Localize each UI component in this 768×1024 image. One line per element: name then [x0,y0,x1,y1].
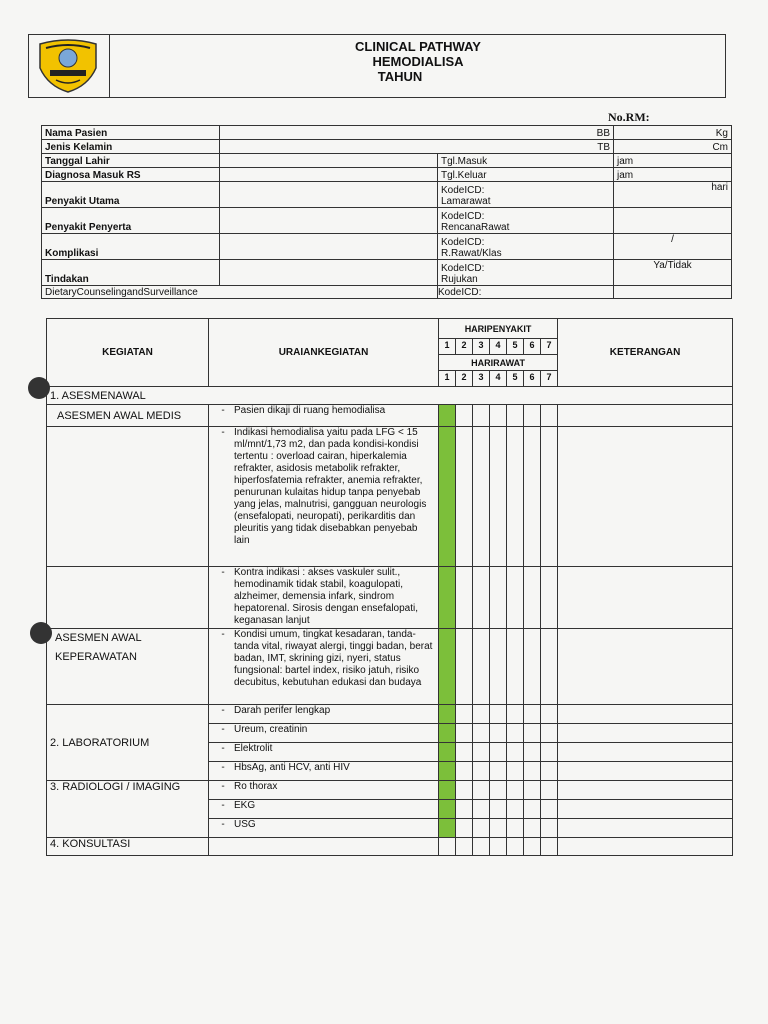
day-6: 6 [524,339,541,355]
table-row: 3. RADIOLOGI / IMAGING - Ro thorax [47,781,733,800]
item-dikaji: Pasien dikaji di ruang hemodialisa [234,405,386,416]
section-radiologi: 3. RADIOLOGI / IMAGING [47,781,209,838]
item-thorax: Ro thorax [234,781,278,792]
item-hbsag: HbsAg, anti HCV, anti HIV [234,762,350,773]
ya-tidak-label: Ya/Tidak [614,260,732,286]
jam-label-2: jam [614,168,732,182]
label-komplikasi: Komplikasi [42,234,220,260]
item-ekg: EKG [234,800,256,811]
day-2: 2 [456,339,473,355]
table-row: - HbsAg, anti HCV, anti HIV [47,762,733,781]
label-jenis-kelamin: Jenis Kelamin [42,140,220,154]
pathway-table [46,318,733,856]
section-asesmen-awal: 1. ASESMENAWAL [47,387,733,405]
tgl-masuk-label: Tgl.Masuk [438,154,614,168]
hospital-emblem-logo [28,34,108,96]
item-usg: USG [234,819,256,830]
rawat-day-6: 6 [524,371,541,387]
label-diagnosa: Diagnosa Masuk RS [42,168,220,182]
item-darah: Darah perifer lengkap [234,705,331,716]
day-4: 4 [490,339,507,355]
title-line-3: TAHUN [377,69,423,84]
kode-icd-2: KodeICD: [441,211,485,222]
bb-label: BB [220,126,614,140]
table-row: ASESMEN AWAL MEDIS - Pasien dikaji di ruang hemodialisa [47,405,733,427]
label-penyakit-penyerta: Penyakit Penyerta [42,208,220,234]
asesmen-keperawatan-label: ASESMEN AWAL KEPERAWATAN [47,629,209,705]
item-kontra: Kontra indikasi : akses vaskuler sulit., hemodinamik tidak stabil, koagulopati, alzheimer, demensia infark, sindrom hepatorenal. Sirosis dengan ensefalopati, keganasan lanjut [234,567,419,626]
item-indikasi: Indikasi hemodialisa yaitu pada LFG < 15 ml/mnt/1,73 m2, dan pada kondisi-kondisi tertentu : overload cairan, hiperkalemia refrakter, asidosis metabolik refrakter, hiperfosfatemia refrakter, anemia refrakter, penurunan kulaitas hidup tanpa penyebab yang jelas, malnutrisi, gangguan neurologis (ensefalopati, neuropati), perikarditis dan pleuritis yang tidak disebabkan penyebab lain [234,427,427,546]
day-7: 7 [541,339,558,355]
table-row: - Kontra indikasi : akses vaskuler sulit., hemodinamik tidak stabil, koagulopati, alzheimer, demensia infark, sindrom hepatorenal. Sirosis dengan ensefalopati, keganasan lanjut [47,567,733,629]
col-hari-penyakit: HARIPENYAKIT [439,319,558,339]
col-keterangan: KETERANGAN [558,319,733,387]
item-kondisi: Kondisi umum, tingkat kesadaran, tanda-tanda vital, riwayat alergi, tinggi badan, berat badan, IMT, skrining gizi, nyeri, status fungsional: bartel index, risiko jatuh, risiko decubitus, kebutuhan edukasi dan budaya [234,629,433,688]
item-elektrolit: Elektrolit [234,743,273,754]
rawat-day-3: 3 [473,371,490,387]
slash-label: / [614,234,732,260]
kode-icd-3: KodeICD: [441,237,485,248]
col-uraian: URAIANKEGIATAN [209,319,439,387]
label-nama-pasien: Nama Pasien [42,126,220,140]
table-row: - Elektrolit [47,743,733,762]
jam-label-1: jam [614,154,732,168]
table-row: - Indikasi hemodialisa yaitu pada LFG < 15 ml/mnt/1,73 m2, dan pada kondisi-kondisi tertentu : overload cairan, hiperkalemia refrakter, asidosis metabolik refrakter, hiperfosfatemia refrakter, anemia refrakter, penurunan kulaitas hidup tanpa penyebab yang jelas, malnutrisi, gangguan neurologis (ensefalopati, neuropati), perikarditis dan pleuritis yang tidak disebabkan penyebab lain [47,427,733,567]
hari-label: hari [614,182,732,208]
rawat-day-7: 7 [541,371,558,387]
table-row [47,838,733,856]
label-tindakan: Tindakan [42,260,220,286]
table-row: - EKG [47,800,733,819]
table-row: ASESMEN AWAL KEPERAWATAN - Kondisi umum, tingkat kesadaran, tanda-tanda vital, riwayat alergi, tinggi badan, berat badan, IMT, skrining gizi, nyeri, status fungsional: bartel index, risiko jatuh, risiko decubitus, kebutuhan edukasi dan budaya [47,629,733,705]
no-rm-label: No.RM: [608,110,650,124]
day-5: 5 [507,339,524,355]
rujukan-label: Rujukan [441,274,478,285]
table-row: - USG [47,819,733,838]
cm-label: Cm [614,140,732,154]
rawat-day-4: 4 [490,371,507,387]
kode-icd-4: KodeICD: [441,263,485,274]
rawat-day-5: 5 [507,371,524,387]
kode-icd-1: KodeICD: [441,185,485,196]
tgl-keluar-label: Tgl.Keluar [438,168,614,182]
item-ureum: Ureum, creatinin [234,724,308,735]
rencana-rawat-label: RencanaRawat [441,222,510,233]
kode-icd-5: KodeICD: [438,286,614,299]
label-penyakit-utama: Penyakit Utama [42,182,220,208]
logo-container [28,34,110,98]
tb-label: TB [220,140,614,154]
section-laboratorium: 2. LABORATORIUM [47,705,209,781]
col-kegiatan: KEGIATAN [47,319,209,387]
col-hari-rawat: HARIRAWAT [439,355,558,371]
title-line-2: HEMODIALISA [372,54,464,69]
kg-label: Kg [614,126,732,140]
label-tanggal-lahir: Tanggal Lahir [42,154,220,168]
rawat-day-2: 2 [456,371,473,387]
rawat-day-1: 1 [439,371,456,387]
lamarawat-label: Lamarawat [441,196,491,207]
title-line-1: CLINICAL PATHWAY [355,39,481,54]
patient-info-table [41,125,732,299]
table-row: - Ureum, creatinin [47,724,733,743]
label-dietary: DietaryCounselingandSurveillance [42,286,438,299]
rawat-klas-label: R.Rawat/Klas [441,248,502,259]
table-row: 2. LABORATORIUM - Darah perifer lengkap [47,705,733,724]
day-3: 3 [473,339,490,355]
section-konsultasi: 4. KONSULTASI [47,838,209,856]
asesmen-medis-label: ASESMEN AWAL MEDIS [47,405,209,427]
day-1: 1 [439,339,456,355]
